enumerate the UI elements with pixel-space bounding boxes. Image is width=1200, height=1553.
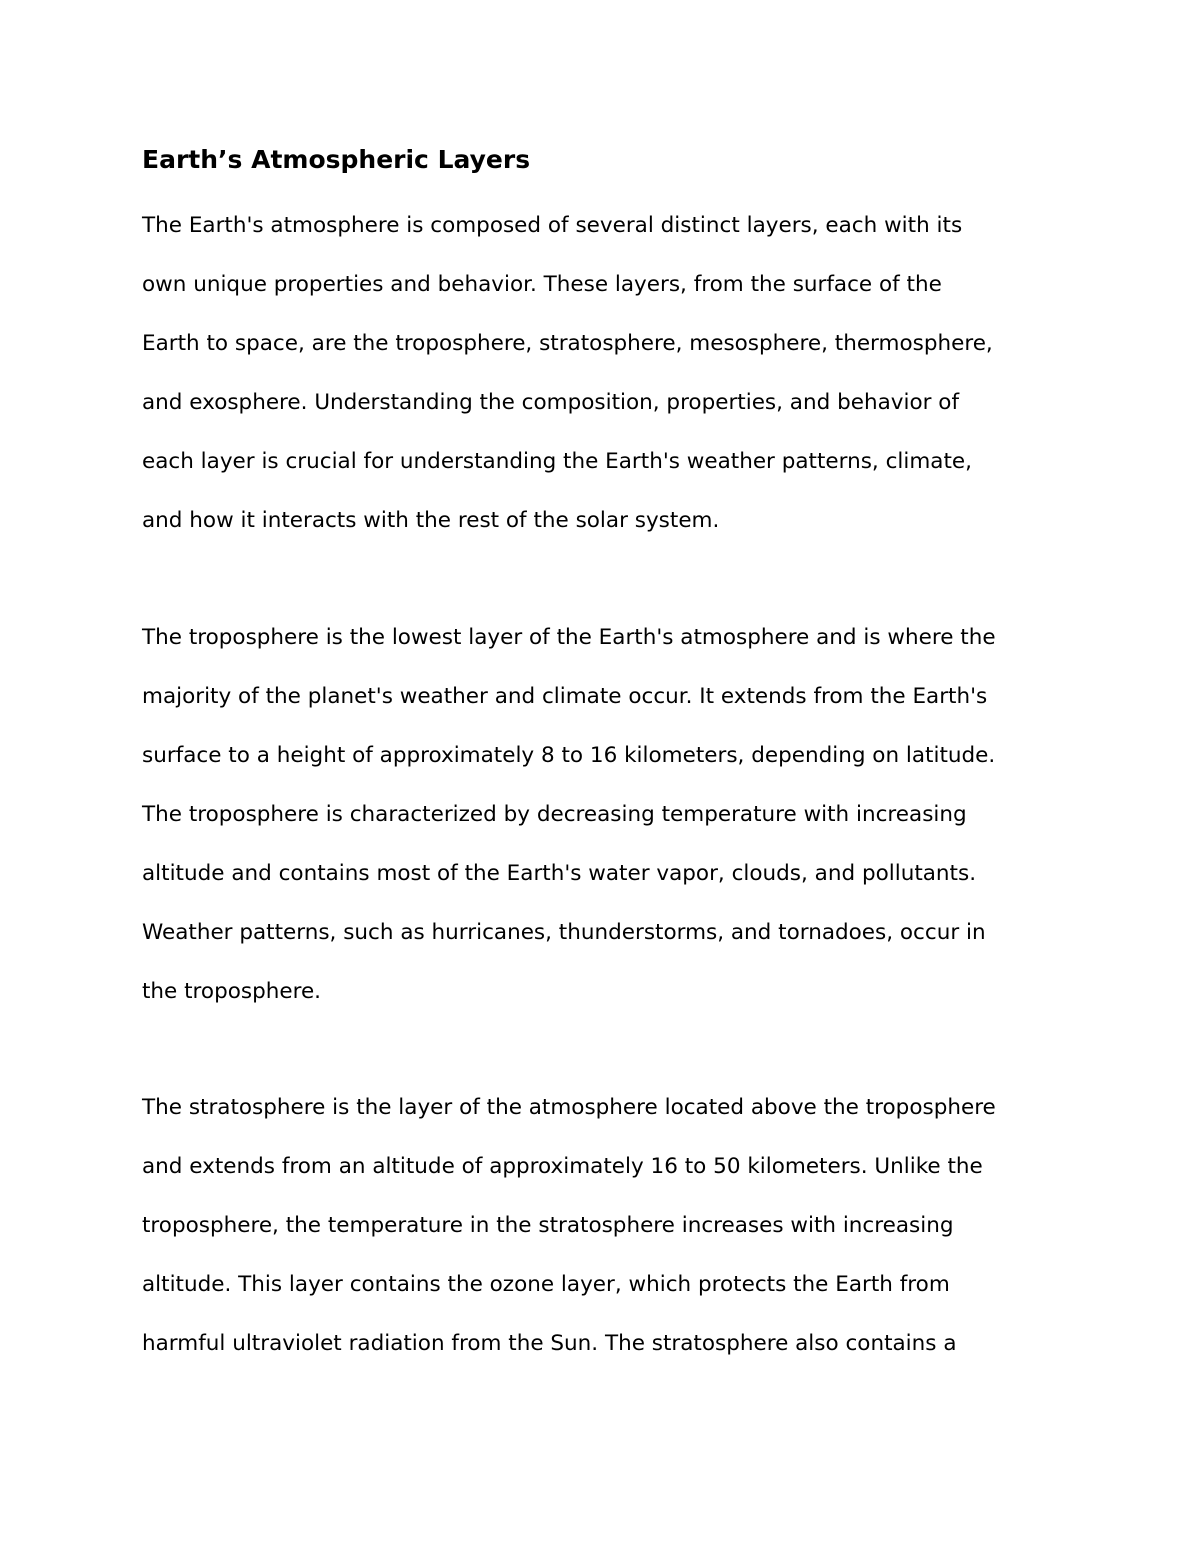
paragraph-1-line-6: and how it interacts with the rest of the solar system.: [142, 508, 720, 533]
paragraph-1-line-4: and exosphere. Understanding the composition, properties, and behavior of: [142, 390, 960, 415]
paragraph-3-line-1: The stratosphere is the layer of the atmosphere located above the troposphere: [142, 1095, 996, 1120]
paragraph-2-line-6: Weather patterns, such as hurricanes, thunderstorms, and tornadoes, occur in: [142, 920, 986, 945]
paragraph-3-line-5: harmful ultraviolet radiation from the Sun. The stratosphere also contains a: [142, 1331, 957, 1356]
paragraph-2-line-5: altitude and contains most of the Earth's water vapor, clouds, and pollutants.: [142, 861, 977, 886]
paragraph-3-line-4: altitude. This layer contains the ozone layer, which protects the Earth from: [142, 1272, 950, 1297]
paragraph-2-line-2: majority of the planet's weather and climate occur. It extends from the Earth's: [142, 684, 988, 709]
paragraph-2-line-4: The troposphere is characterized by decreasing temperature with increasing: [142, 802, 967, 827]
paragraph-1-line-1: The Earth's atmosphere is composed of several distinct layers, each with its: [142, 213, 963, 238]
paragraph-2-line-3: surface to a height of approximately 8 to 16 kilometers, depending on latitude.: [142, 743, 996, 768]
paragraph-1-line-2: own unique properties and behavior. These layers, from the surface of the: [142, 272, 942, 297]
paragraph-2-line-7: the troposphere.: [142, 979, 322, 1004]
paragraph-1-line-5: each layer is crucial for understanding the Earth's weather patterns, climate,: [142, 449, 972, 474]
paragraph-2-line-1: The troposphere is the lowest layer of the Earth's atmosphere and is where the: [142, 625, 996, 650]
paragraph-1-line-3: Earth to space, are the troposphere, stratosphere, mesosphere, thermosphere,: [142, 331, 993, 356]
paragraph-3-line-2: and extends from an altitude of approximately 16 to 50 kilometers. Unlike the: [142, 1154, 983, 1179]
page-title: Earth’s Atmospheric Layers: [142, 145, 531, 174]
paragraph-3-line-3: troposphere, the temperature in the stratosphere increases with increasing: [142, 1213, 954, 1238]
